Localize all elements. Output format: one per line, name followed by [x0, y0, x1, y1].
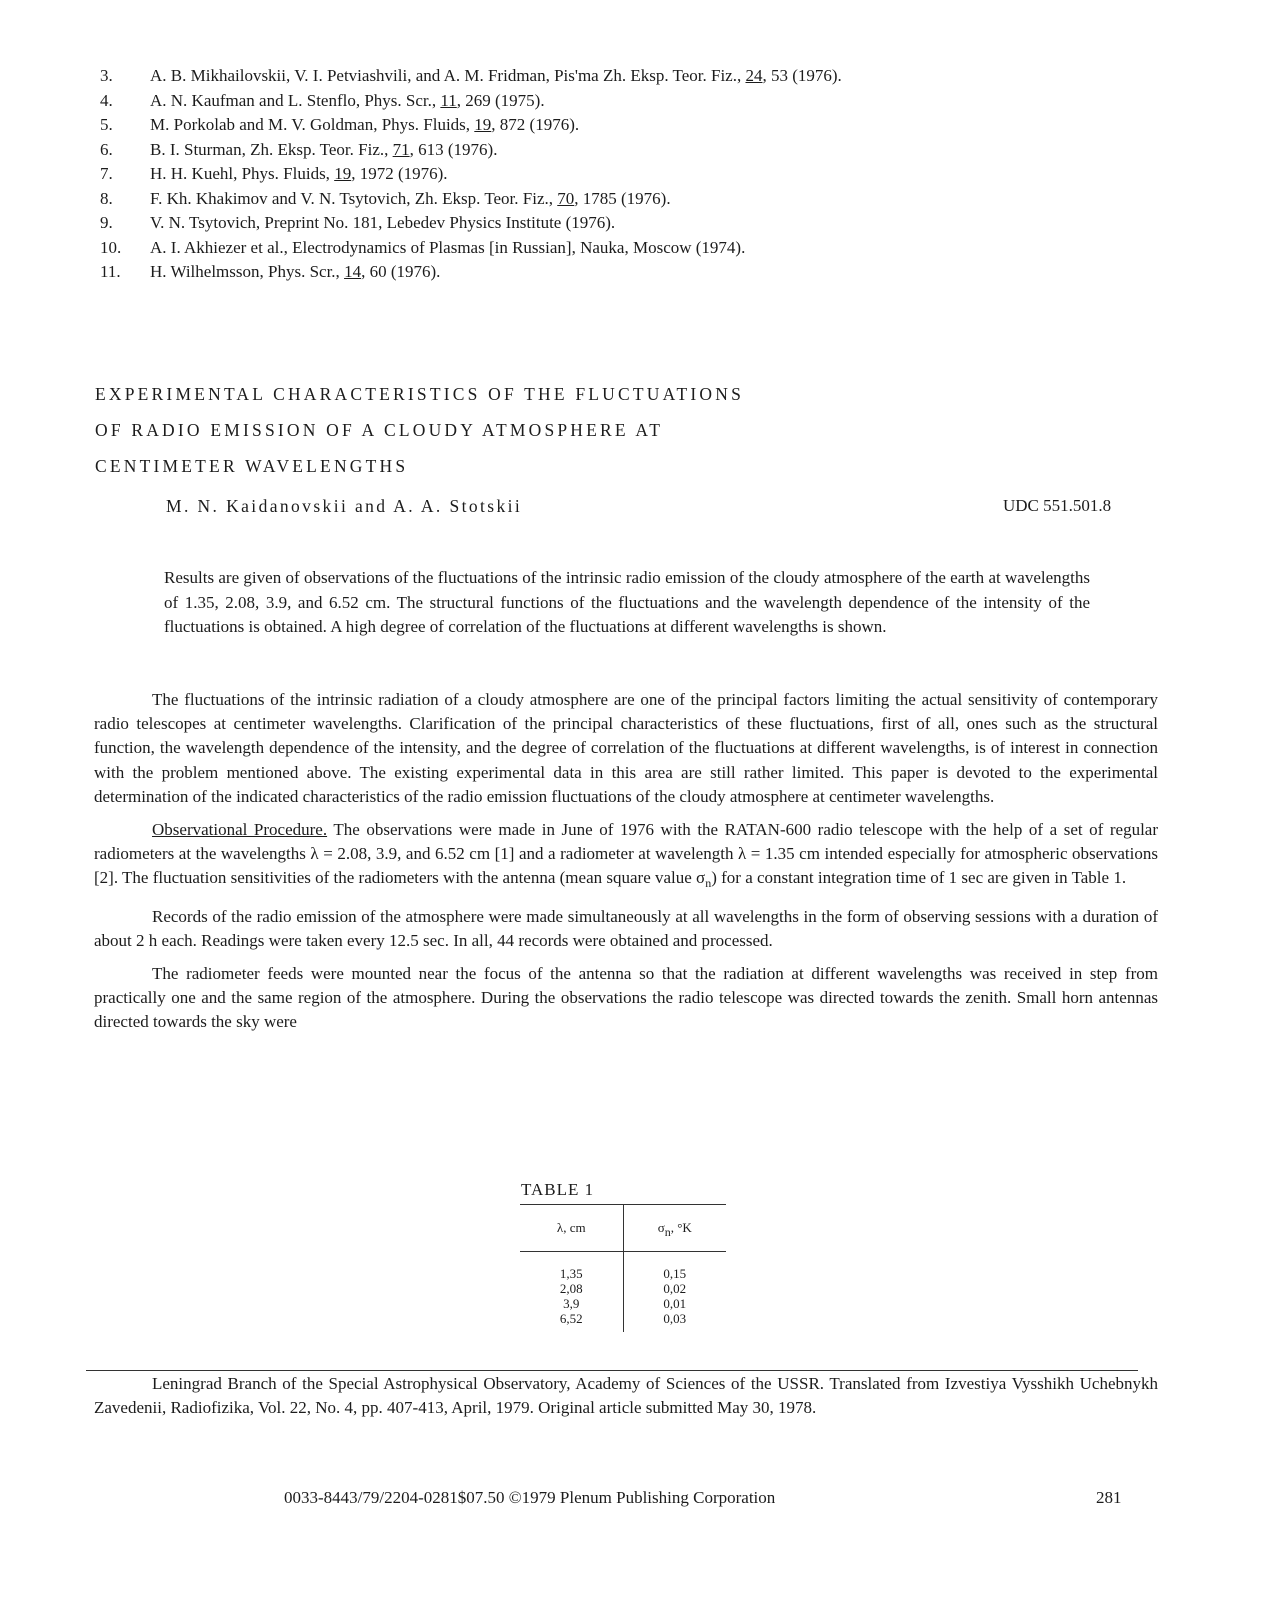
body-paragraph: The radiometer feeds were mounted near the focus of the antenna so that the radiation at different wavelengths was received in step from practically one and the same region of the atmosphere. During the observations the radio telescope was directed towards the zenith. Small horn antennas directed towards the sky were [94, 964, 1158, 1032]
reference-number: 7. [100, 164, 113, 183]
reference-number: 11. [100, 262, 121, 281]
affiliation-footnote: Leningrad Branch of the Special Astrophysical Observatory, Academy of Sciences of the USSR. Translated from Izvestiya Vysshikh Uchebnykh Zavedenii, Radiofizika, Vol. 22, No. 4, pp. 407-413, April, 1979. Original article submitted May 30, 1978. [94, 1374, 1158, 1418]
reference-volume: 70 [557, 188, 575, 208]
table-header-sigma: σn, °K [624, 1205, 727, 1252]
reference-item: 3. A. B. Mikhailovskii, V. I. Petviashvili, and A. M. Fridman, Pis'ma Zh. Eksp. Teor. Fiz., 24, 53 (1976). [100, 64, 1160, 89]
table-cell: 0,02 [663, 1281, 687, 1296]
abstract: Results are given of observations of the fluctuations of the intrinsic radio emission of the cloudy atmosphere of the earth at wavelengths of 1.35, 2.08, 3.9, and 6.52 cm. The structural functions of the fluctuations and the wavelength dependence of the intensity of the fluctuations is obtained. A high degree of correlation of the fluctuations at different wavelengths is shown. [164, 568, 1090, 636]
table-cell: 2,08 [559, 1281, 583, 1296]
reference-item: 5. M. Porkolab and M. V. Goldman, Phys. Fluids, 19, 872 (1976). [100, 113, 1160, 138]
table-cell: 3,9 [563, 1296, 580, 1311]
article-body [94, 688, 1158, 1044]
table-grid [520, 1204, 726, 1332]
title-line: CENTIMETER WAVELENGTHS [95, 456, 409, 476]
body-paragraph: Records of the radio emission of the atmosphere were made simultaneously at all wavelengths in the form of observing sessions with a duration of about 2 h each. Readings were taken every 12.5 sec. In all, 44 records were obtained and processed. [94, 906, 1158, 950]
table-cell: 1,35 [559, 1266, 583, 1281]
table-column-sigma [623, 1205, 727, 1332]
reference-item: 8. F. Kh. Khakimov and V. N. Tsytovich, Zh. Eksp. Teor. Fiz., 70, 1785 (1976). [100, 187, 1160, 212]
reference-number: 4. [100, 90, 113, 110]
reference-number: 9. [100, 213, 113, 232]
reference-number: 5. [100, 115, 113, 134]
table-1 [520, 1180, 730, 1332]
section-heading: Observational Procedure. [152, 820, 328, 840]
table-cell: 6,52 [559, 1311, 583, 1326]
table-cell: 0,15 [663, 1266, 687, 1281]
reference-number: 8. [100, 188, 113, 208]
copyright-line: 0033-8443/79/2204-0281$07.50 ©1979 Plenum Publishing Corporation [284, 1488, 776, 1507]
udc-code: UDC 551.501.8 [1003, 496, 1112, 515]
reference-item: 11. H. Wilhelmsson, Phys. Scr., 14, 60 (1976). [100, 260, 1160, 285]
reference-item: 10. A. I. Akhiezer et al., Electrodynamics of Plasmas [in Russian], Nauka, Moscow (1974). [100, 236, 1160, 261]
reference-volume: 71 [392, 139, 410, 159]
reference-volume: 19 [334, 164, 352, 183]
title-line: EXPERIMENTAL CHARACTERISTICS OF THE FLUCTUATIONS [95, 384, 745, 404]
reference-volume: 24 [745, 66, 763, 85]
reference-item: 7. H. H. Kuehl, Phys. Fluids, 19, 1972 (1976). [100, 162, 1160, 187]
table-cell: 0,01 [663, 1296, 687, 1311]
page-number: 281 [1096, 1488, 1122, 1507]
table-header-lambda: λ, cm [520, 1205, 623, 1252]
reference-volume: 14 [344, 262, 362, 281]
article-authors: M. N. Kaidanovskii and A. A. Stotskii [166, 496, 523, 516]
body-paragraph: The fluctuations of the intrinsic radiation of a cloudy atmosphere are one of the principal factors limiting the actual sensitivity of contemporary radio telescopes at centimeter wavelengths. Clarification of the principal characteristics of these fluctuations, first of all, ones such as the structural function, the wavelength dependence of the intensity, and the degree of correlation of the fluctuations at different wavelengths, is of interest in connection with the problem mentioned above. The existing experimental data in this area are still rather limited. This paper is devoted to the experimental determination of the indicated characteristics of the radio emission fluctuations of the cloudy atmosphere at centimeter wavelengths. [94, 690, 1158, 806]
body-paragraph: Observational Procedure. The observations were made in June of 1976 with the RATAN-600 radio telescope with the help of a set of regular radiometers at the wavelengths λ = 2.08, 3.9, and 6.52 cm [1] and a radiometer at wavelength λ = 1.35 cm intended especially for atmospheric observations [2]. The fluctuation sensitivities of the radiometers with the antenna (mean square value $\sigma_n$) for a constant integration time of 1 sec are given in Table 1. [94, 820, 1158, 891]
reference-list [100, 64, 1160, 285]
reference-item: 4. A. N. Kaufman and L. Stenflo, Phys. Scr., 11, 269 (1975). [100, 89, 1160, 114]
article-title [95, 376, 744, 484]
table-column-lambda [520, 1205, 623, 1332]
title-line: OF RADIO EMISSION OF A CLOUDY ATMOSPHERE AT [95, 420, 664, 440]
reference-number: 6. [100, 139, 113, 159]
footnote-divider [86, 1370, 1138, 1371]
reference-volume: 11 [440, 90, 457, 110]
reference-item: 9. V. N. Tsytovich, Preprint No. 181, Lebedev Physics Institute (1976). [100, 211, 1160, 236]
reference-volume: 19 [474, 115, 492, 134]
table-caption: TABLE 1 [521, 1180, 595, 1199]
reference-number: 3. [100, 66, 113, 85]
reference-item: 6. B. I. Sturman, Zh. Eksp. Teor. Fiz., 71, 613 (1976). [100, 138, 1160, 163]
table-cell: 0,03 [663, 1311, 687, 1326]
reference-number: 10. [100, 237, 122, 257]
